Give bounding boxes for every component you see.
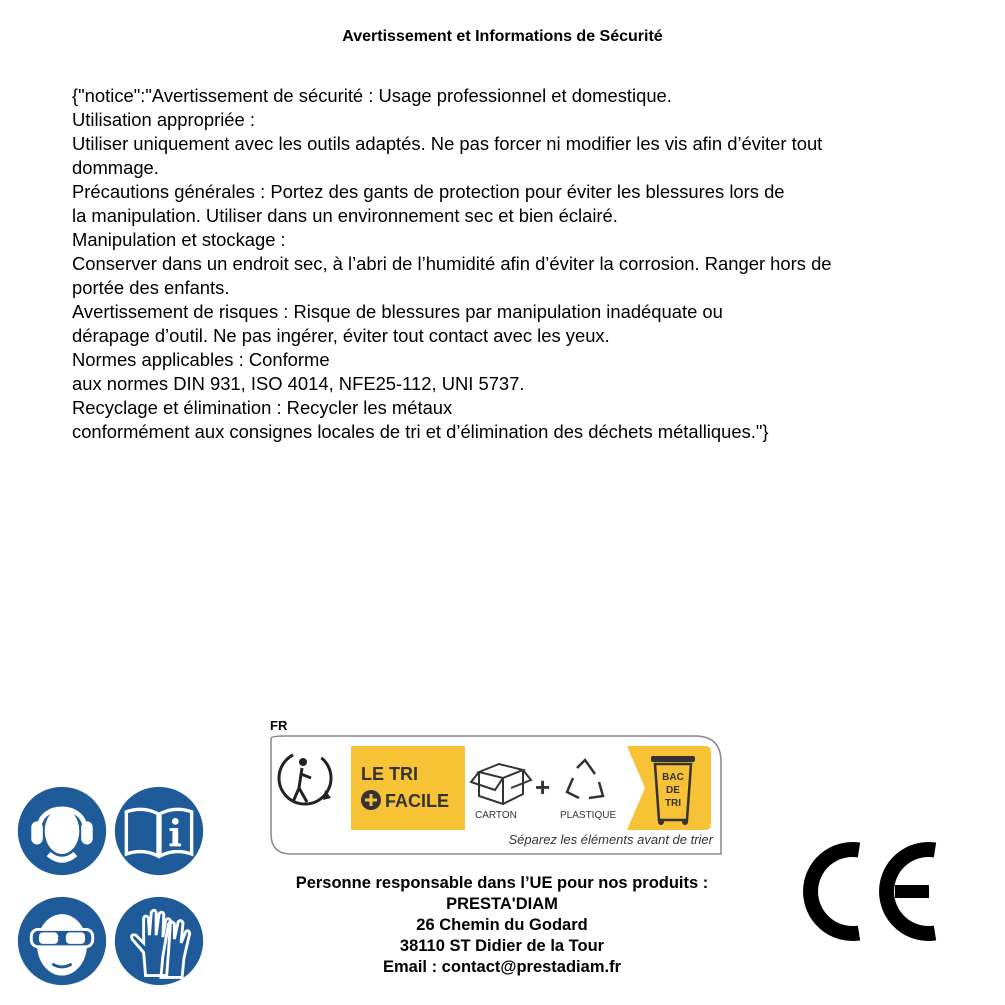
plastique-label: PLASTIQUE bbox=[560, 810, 617, 821]
read-manual-icon bbox=[111, 783, 207, 879]
triman-label bbox=[265, 716, 730, 861]
notice-line: Avertissement de risques : Risque de blessures par manipulation inadéquate ou bbox=[72, 301, 723, 322]
notice-line: aux normes DIN 931, ISO 4014, NFE25-112, UNI 5737. bbox=[72, 373, 525, 394]
ear-protection-icon bbox=[14, 783, 110, 879]
notice-line: conformément aux consignes locales de tri et d’élimination des déchets métalliques."} bbox=[72, 421, 769, 442]
bin-label-3: TRI bbox=[664, 798, 682, 809]
notice-line: Conserver dans un endroit sec, à l’abri de l’humidité afin d’éviter la corrosion. Ranger hors de bbox=[72, 253, 832, 274]
carton-label: CARTON bbox=[475, 810, 517, 821]
notice-line: portée des enfants. bbox=[72, 277, 230, 298]
notice-line: Utiliser uniquement avec les outils adaptés. Ne pas forcer ni modifier les vis afin d’éviter tout bbox=[72, 133, 823, 154]
notice-line: dérapage d’outil. Ne pas ingérer, éviter tout contact avec les yeux. bbox=[72, 325, 610, 346]
notice-line: Manipulation et stockage : bbox=[72, 229, 286, 250]
notice-line: Recyclage et élimination : Recycler les métaux bbox=[72, 397, 453, 418]
responsible-heading: Personne responsable dans l’UE pour nos produits : bbox=[295, 874, 709, 892]
notice-line: dommage. bbox=[72, 157, 159, 178]
company-name: PRESTA'DIAM bbox=[446, 895, 558, 913]
bin-label-1: BAC bbox=[662, 772, 684, 783]
bin-label-2: DE bbox=[666, 785, 680, 796]
safety-notice bbox=[72, 84, 932, 444]
plus-sign: + bbox=[535, 772, 551, 802]
notice-line: Utilisation appropriée : bbox=[72, 109, 255, 130]
country-code: FR bbox=[270, 718, 288, 733]
notice-line: Précautions générales : Portez des gants de protection pour éviter les blessures lors de bbox=[72, 181, 785, 202]
responsible-person-block bbox=[200, 873, 804, 978]
ce-mark-icon bbox=[795, 840, 940, 943]
contact-email: Email : contact@prestadiam.fr bbox=[383, 958, 621, 976]
page-title: Avertissement et Informations de Sécurité bbox=[342, 28, 663, 45]
safety-pictograms bbox=[14, 783, 214, 993]
gloves-icon bbox=[111, 893, 207, 989]
city-address: 38110 ST Didier de la Tour bbox=[399, 937, 605, 955]
notice-line: la manipulation. Utiliser dans un environnement sec et bien éclairé. bbox=[72, 205, 618, 226]
street-address: 26 Chemin du Godard bbox=[416, 916, 588, 934]
triman-line2: FACILE bbox=[385, 791, 450, 811]
notice-line: {"notice":"Avertissement de sécurité : Usage professionnel et domestique. bbox=[72, 85, 672, 106]
notice-line: Normes applicables : Conforme bbox=[72, 349, 330, 370]
triman-caption: Séparez les éléments avant de trier bbox=[508, 832, 713, 847]
eye-protection-icon bbox=[14, 893, 110, 989]
triman-line1: LE TRI bbox=[361, 764, 418, 784]
